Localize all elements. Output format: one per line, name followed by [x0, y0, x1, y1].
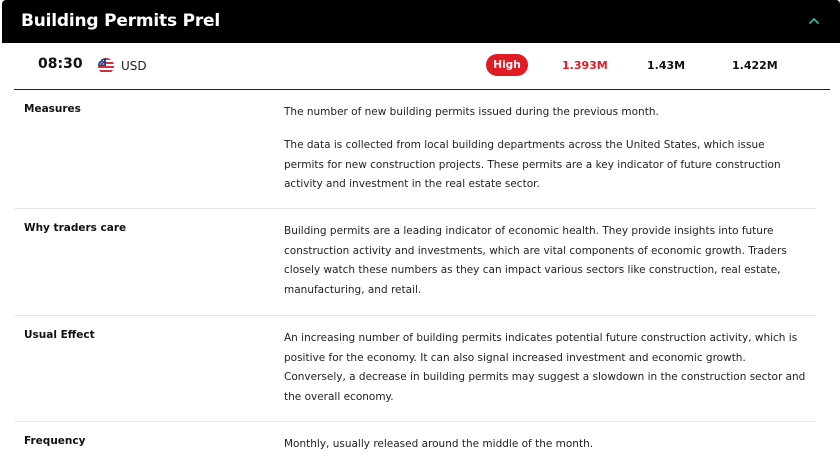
- previous-value: 1.422M: [732, 59, 778, 72]
- event-time: 08:30: [38, 56, 83, 72]
- detail-separator: [14, 315, 816, 316]
- detail-text-usual-effect: An increasing number of building permits indicates potential future construction activity, which is positive for the economy. It can also signal increased investment and economic growth. Conversely, a decrease in building permits may suggest a slowdown in the construction sector and the overall economy.: [284, 332, 806, 403]
- details-divider: [14, 89, 830, 90]
- detail-text-measures-1: The number of new building permits issued during the previous month.: [284, 106, 659, 118]
- actual-value: 1.393M: [562, 59, 608, 72]
- detail-label-why-traders-care: Why traders care: [24, 222, 127, 234]
- detail-label-measures: Measures: [24, 103, 81, 115]
- impact-badge: High: [486, 54, 528, 76]
- forecast-value: 1.43M: [647, 59, 686, 72]
- event-row: [0, 43, 840, 89]
- detail-separator: [14, 208, 816, 209]
- detail-text-why-traders-care: Building permits are a leading indicator of economic health. They provide insights into future construction activity and investments, which are vital components of economic growth. Traders closely watch these numbers as they can impact various sectors like construction, real estate, manufacturing, and retail.: [284, 225, 787, 296]
- detail-label-frequency: Frequency: [24, 435, 86, 447]
- event-currency: USD: [121, 59, 147, 73]
- detail-text-measures-2: The data is collected from local building departments across the United States, which issue permits for new construction projects. These permits are a key indicator of future construction activity and investment in the real estate sector.: [284, 139, 781, 190]
- event-header[interactable]: [2, 0, 840, 43]
- event-title: Building Permits Prel: [21, 11, 220, 31]
- us-flag-icon: [98, 58, 114, 74]
- detail-label-usual-effect: Usual Effect: [24, 329, 95, 341]
- detail-separator: [14, 421, 816, 422]
- chevron-up-icon[interactable]: [808, 16, 820, 26]
- detail-text-frequency: Monthly, usually released around the middle of the month.: [284, 438, 594, 450]
